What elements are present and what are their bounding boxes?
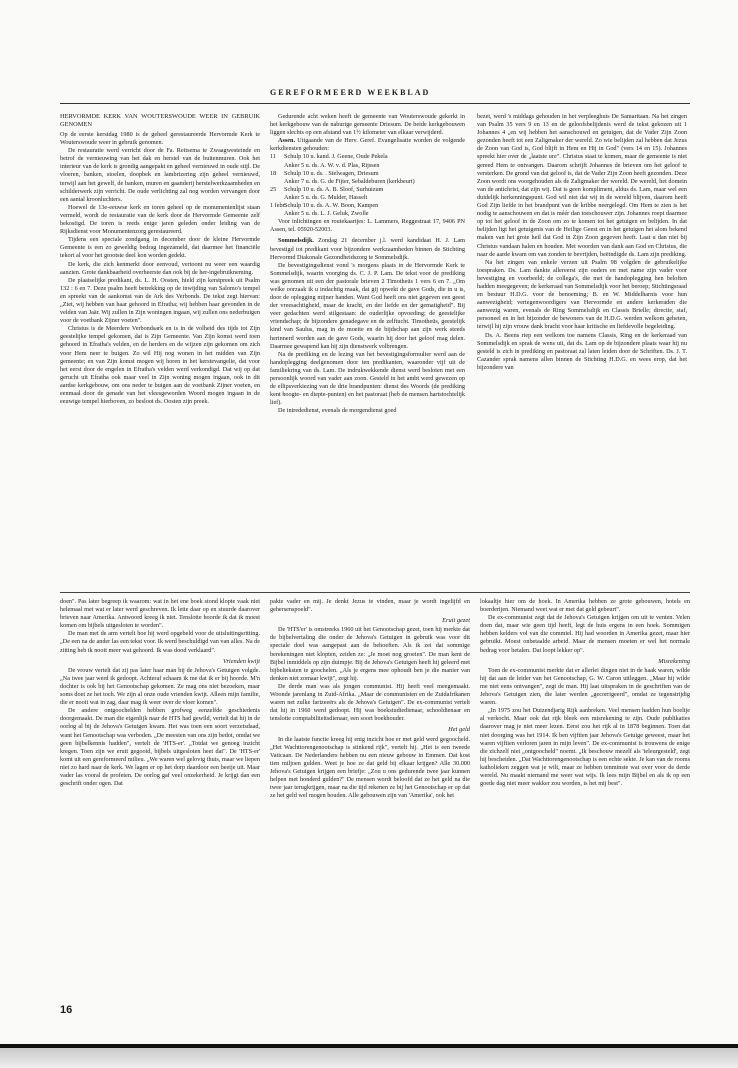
paragraph: lokaaltje hier om de hoek. In Amerika hebben ze grote gebouwen, hotels en boerderijen. Niemand weet wat er met dat geld gebeurt". (480, 598, 690, 614)
paragraph: Op de eerste kerstdag 1980 is de geheel gerestaureerde Hervormde Kerk te Wouterswoude weer in gebruik genomen. (60, 131, 260, 147)
paragraph: Ds. A. Beens riep een welkom toe namens Classis, Ring en de kerkeraad van Sommelsdijk en sprak de wens uit, dat ds. Lam op de bijzondere plaats waar hij nu gesteld is zich in prediking en pastoraat zal laten leiden door de Schriften. Ds. J. T. Cazander sprak namens allen binnen de Stichting H.D.G. en wees erop, dat het bijzondere van (477, 331, 687, 371)
page-number: 16 (60, 1004, 73, 1016)
service-list (270, 153, 465, 218)
article-column-1 (60, 113, 260, 583)
paragraph: Tijdens een speciale zondgang in december door de kleine Hervormde Gemeente is een zo geweldig bedrag ingezameld, dat daarmee het financiële tekort al voor het grootste deel kon worden gedekt. (60, 236, 260, 260)
article-column-5 (270, 598, 470, 998)
paragraph: „In 1975 zou het Duizendjarig Rijk aanbreken. Veel mensen hadden hun boeltje al verkocht. Maar ook dat rijk bleek een misrekening te zijn. Oude publikaties daarover mag je niet meer lezen. Eerst zou het rijk al in 1878 beginnen. Toen dat niet doorging was het 1914. Ik ben vijftien jaar Jehova's Getuige geweest, maar het waren vijftien verloren jaren in mijn leven". De ex-communist is trouwens de enige die zichzelf niet „ontgoocheld" noemt. „Ik beschouw mezelf als 'teleurgesteld', zegt hij bescheiden. „Dat Wachttorengenootschap is een echte sekte. Je kan van de rooms katholieken zeggen wat je wilt, maar ze hebben tenminste wat over voor de derde wereld. Nu maakt niemand me weer wat wijs. Ik lees mijn Bijbel en als ik op een goede dag niet meer wakker zou worden, is het mij best". (480, 707, 690, 788)
article-column-4 (60, 598, 260, 998)
list-item: 18 Schulp 10 u. ds. . Stelwagen, Driesum (270, 169, 379, 177)
paragraph: De intrededienst, evenals de morgendienst goed (278, 407, 397, 415)
paragraph: Zondag 21 december j.l. werd kandidaat H. J. Lam bevestigd tot predikant voor bijzondere werkzaamheden binnen de Stichting Hervormd Diakonale Gezondheidszorg te Sommelsdijk. (270, 237, 465, 261)
paragraph: De kerk, die zich kenmerkt door eenvoud, vertoont nu weer een waardig aanzien. Grote dankbaarheid overheerste dan ook bij de her-ingebruikneming. (60, 260, 260, 276)
paragraph: De plaatselijke predikant, ds. L. H. Oosten, hield zijn kerstpreek uit Psalm 132 : 6 en 7. Deze psalm heeft betrekking op de inwijding van Salomo's tempel en spreekt van de aankomst van de Ark des Verbonds. De tekst zegt hiervan: „Ziet, wij hebben van haar gehoord in Efratha; wij hebben haar gevonden in de velden van Jaär. Wij zullen in Zijn woningen ingaan, wij zullen ons nederbuigen voor de voetbank Zijner voeten". (60, 276, 260, 325)
paragraph: Na de prediking en de lezing van het bevestigingsformulier werd aan de handoplegging deelgenomen door ten predikanten, waaronder vijf uit de familiekring van ds. Lam. De indrukwekkende dienst werd besloten met een persoonlijk woord van vader aan zoon. Gesteld in het ambt werd gewezen op de ellipsverkiezing van de drie brandpunten: dienst des Woords (de prediking kent hoogte- en diepte-punten) en het pastoraat (heb de mensen hartstochtelijk lief). (270, 350, 465, 407)
scan-edge-shadow (0, 1048, 738, 1068)
list-item: Anker 5 u. ds. A. W. v. d. Plas, Rijssen (284, 161, 380, 169)
subheading: Misrekening (658, 657, 690, 665)
paragraph: De ex-communist zegt dat de Jehova's Getuigen krijgen om uit te venten. Velen doen dat, maar wie geen tijd heeft, legt de huis ergens in een hoek. Sommigen hebben kelders vol van die commiel. Hij had woorden in Amerika gezet, maar hier gebruikt. Moest onbetaalde arbeid. Maar de mensen moeten er wel het normale bedrag voor betalen. Dat loopt lekker op". (480, 614, 690, 654)
subheading: Vrienden kwijt (223, 657, 260, 665)
paragraph: De vrouw vertelt dat zij pas later haar man bij de Jehova's Getuigen volgde. „Na twee jaar werd ik gedoopt. Achteraf schaam ik me dat ik er bij hoorde. M'n dochter is ook bij het Genootschap gekomen. Ze mag ons niet bezoeken, maar soms doet ze het toch. We zijn al onze oude vrienden kwijt. Alleen mijn familie, die er nooit wat in zag, daar mag ik weer over de vloer komen". (60, 666, 260, 707)
paragraph: De andere ontgoochelden hebben grofweg eenzelfde geschiedenis doorgemaakt. De man die eigenlijk naar de HTS had gewild, vertelt dat hij in de oorlog al bij de Jehova's Getuigen kwam. Het was toen een soort verzetsdaad, want het Genootschap was verboden. „De meesten van ons zijn bedot, omdat we geen bijbelkennis hadden", vertelt de 'HTS-er'. „Totdat we genoeg inzicht kregen. Toen zijn we eruit gegooid, bijbels uitgesloten heet dat". De 'HTS-er' komt uit een gereformeerd milieu. „We waren wel gelovig thuis, maar we liepen niet zo hard naar de kerk. We lagen er op het dorp daardoor een beetje uit. Maar vader las vooral de profeten. De oorlog gaf veel onzekerheid. Je krijgt dan een geschrift onder ogen. Dat (60, 707, 260, 788)
section-title: Assen. (278, 137, 296, 145)
article-column-6 (480, 598, 690, 998)
list-item: 1 febr.Schulp 10 u. ds. A. W. Boon, Kampen (270, 202, 379, 210)
paragraph: De restauratie werd verricht door de Fa. Reitsema te Zwaagwesteinde en betrof de vernieuwing van het dak en herstel van de buitenmuren. Ook het interieur van de kerk is grondig aangepakt en geheel vernieuwd in oude stijl. De vloeren, banken, stoelen, doopbek en lambrizering zijn geheel vernieuwd, terwijl aan het gewelf, de banken, muren en gaanderij herstelwerkzaamheden en schilderwerk zijn verricht. De oude verlichting zal nog worden vervangen door een aantal kroonluchters. (60, 147, 260, 203)
paragraph: De derde man was als jongen communist. Hij heeft veel meegemaakt. Woonde jarenlang in Zuid-Afrika. „Maar de communisten en de Zuidafrikanen waren net zulke farizeeërs als de Jehova's Getuigen". De ex-communist vertelt dat hij in 1960 werd gedoopt. Hij was boekstudiedienaar, schooldienaar en tenslotte comptabiliteitsdienaar, een soort boekhouder. (270, 682, 470, 723)
paragraph: Uitgaande van de Herv. Geref. Evangelisatie worden de volgende kerkdiensten gehouden: (270, 137, 465, 153)
section-divider (60, 592, 690, 593)
paragraph: pakte vader en mij. Je denkt Jezus te vinden, maar je wordt ingelijfd en gehersenspoeld". (270, 598, 470, 614)
page-header: GEREFORMEERD WEEKBLAD (270, 88, 431, 97)
article-column-2 (270, 113, 465, 583)
paragraph: De man met de arm vertelt hoe hij werd opgebeld voor de uitsluitingsritting. „De een na de ander las een tekst voor. Ik werd beschuldigd van van alles. Na de zitting heb ik nooit meer wat gehoord. Ik was dood verklaard". (60, 630, 260, 654)
list-item: Anker 5 u. ds. G. Mulder, Hasselt (284, 193, 368, 201)
paragraph: Hoewel de 13e-eeuwse kerk en toren geheel op de monumentenlijst staan vermeld, wordt de restauratie van de kerk door de Hervormde Gemeente zelf bekostigd. De toren is reeds enige jaren geleden onder leiding van de Rijksdienst voor Monumentenzorg gerestaureerd. (60, 203, 260, 236)
subheading: Het geld (448, 726, 470, 734)
header-rule (60, 103, 690, 104)
paragraph: Christus is de Meerdere Verbondsark en is in de volheid des tijds tot Zijn geestelijke tempel gekomen, dat is Zijn Gemeente. Van Zijn komst werd toen gehoord in Efratha's velden, en de herders en de wijzen zijn gekomen om zich voor Hem neer te buigen. Zo wil Hij nog wonen in het midden van Zijn gemeente; en van Zijn komst mogen wij horen in het kerstevangelie, dat voor het eerst door de engelen in Efratha's velden werd verkondigd. Dat wij op dat gerucht uit Efratha ook maar veel in Zijn woning mogen ingaan, ook in dit aardse kerkgebouw, om ons neder te buigen aan de voetbank Zijner voeten, en eenmaal door de genade van het vleesgeworden Woord mogen ingaan in de eeuwige tempel hierboven, zo besloot ds. Oosten zijn preek. (60, 325, 260, 406)
paragraph: Na het zingen van enkele verzen uit Psalm 98 volgden de gebruikelijke toespraken. Ds. Lam dankte allereerst zijn ouders en met name zijn vader voor bevestiging en voorbeeld; de collega's, die met de handoplegging hen beloften hadden meegegeven; de kerkeraad van Sommelsdijk voor het beroep; Stichtingsraad en bestuur H.D.G. voor de benoeming; B. en W. Middelharnis voor hun aanwezigheid; vertegenwoordigers van Hervormde en andere kerkeraden die aanwezig waren, evenals de Ring Sommelsdijk en Classis Brielle; directie, staf, personeel en in het bijzonder de bewoners van de H.D.G. werden welkom geheten, terwijl hij zijn vrouw dank bracht voor haar kritische en liefdevolle begeleiding. (477, 258, 687, 331)
article-column-3 (477, 113, 687, 588)
paragraph: doen". Pas later begreep ik waarom: wat in het ene boek stond klopte vaak niet helemaal met wat er later werd geschreven. Ik lette daar op en stuurde daarover brieven naar Amerika. Antwoord kreeg ik niet. Tenslotte hoorde ik dat ik moest komen om bijbels uitgesloten te worden". (60, 598, 260, 630)
paragraph: bezet, werd 's middags gehouden in het verpleeghuis De Samaritaan. Na het zingen van Psalm 35 vers 9 en 13 en de geloofsbelijdenis werd de tekst gekozen uit 1 Johannes 4 „en wij hebben het aanschouwd en getuigen, dat de Vader Zijn Zoon gezonden heeft tot een Zaligmaker der wereld. Zo wie belijden zal hebben dat Jezus de Zoon van God is, God blijft in Hem en Hij in God" (vers 14 en 15). Johannes spreekt hier over de „laatste ure". Christus staat te komen, maar de gemeente is niet gereed Hem te ontvangen. Daarom schrijft Johannes de brieven om het geloof te versterken. De grond van dat geloof is, dat de Vader Zijn Zoon heeft gezonden. Deze Zoon wordt ons voorgehouden als de Zaligmaker der wereld. De wereld, het domein van de antichrist, dat zijn wij. Dat is geen kompliment, aldus ds. Lam, maar wel een duidelijk herkenningspunt. God wil niet dat wij in de wereld blijven, daarom heeft God Zijn liefde in het brandpunt van de kribbe neergelegd. Om Hem te zien is het nodig te aanschouwen en dat is méér dan toeschouwer zijn. Johannes roept daarmee op tot het geloof in de Zoon om zo te komen tot het getuigen en belijden. In dat belijden ligt het getuigenis van de Heilige Geest en in het getuigen het alom bekend maken van het grote heil dat God in Zijn Zoon gegeven heeft. Laat u dan niet bij Christus vandaan halen en houden. Met woorden van dank aan God en Christus, die naar de aarde kwam om van zonden te bevrijden, beëindigde ds. Lam zijn prediking. (477, 113, 687, 258)
paragraph: De 'HTS'er' is omstreeks 1960 uit het Genootschap gezet, toen hij merkte dat de bijbelvertaling die onder de Jehova's Getuigen in gebruik was voor dit speciale doel was aangepast aan de behoeften. Als ik zei dat sommige berekeningen niet klopten, zeiden ze: „Je moet nog groeien". De man kent de Bijbel inmiddels op zijn duimpje. Bij de Jehova's Getuigen heeft hij geleerd met bijbelteksten te goochelen. „Als je ergens mee ophoudt ben je die manier van denken niet zomaar kwijt", zegt hij. (270, 626, 470, 682)
article-heading: HERVORMDE KERK VAN WOUTERSWOUDE WEER IN GEBRUIK GENOMEN (60, 113, 260, 128)
paragraph: Gedurende acht weken heeft de gemeente van Wouterswoude gekerkt in het kerkgebouw van de naburige gemeente Driesum. De beide kerkgebouwen liggen slechts op een afstand van 1½ kilometer van elkaar verwijderd. (270, 113, 465, 137)
list-item: Anker 5 u. ds. L. J. Geluk, Zwolle (284, 210, 369, 218)
list-item: 11 Schulp 10 u. kand. J. Geene, Oude Pekela (270, 153, 388, 161)
subheading: Eruit gezet (442, 617, 470, 625)
section-title: Sommelsdijk. (278, 237, 314, 245)
paragraph: Toen de ex-communist merkte dat er allerlei dingen niet in de haak waren, wilde hij dat aan de leider van het Genootschap, G. W. Caron uitleggen. „Maar hij wilde me niet eens ontvangen", zegt de man. Hij laat uitspraken in de geschriften van de Jehova's Getuigen zien, die later werden „gecorrigeerd", omdat ze tegenstrijdig waren. (480, 666, 690, 707)
list-item: 25 Schulp 10 u. ds. A. B. Sloof, Surhuizum (270, 185, 384, 193)
paragraph: In die laatste functie kreeg hij enig inzicht hoe er met geld werd gegoocheld. „Het Wachttorengenootschap is stinkend rijk", vertelt hij. „Het is een tweede Vaticaan. De Nederlanders hebben nu een nieuw gebouw in Emmen. Dat kost tien miljoen gulden. Weet je hoe ze dat geld bij elkaar krijgen? Alle 30.000 Jehova's Getuigen krijgen een briefje: „Zou u ons gedurende twee jaar kunnen helpen met honderd gulden?" De mensen wordt beloofd dat ze het geld na die twee jaar terugkrijgen, maar na die tijd rekenen ze bij het Genootschap er op dat ze het geld wel mogen houden. Alle gebouwen zijn van 'Amerika', ook het (270, 735, 470, 800)
paragraph: De bevestigingsdienst vond 's morgens plaats in de Hervormde Kerk te Sommelsdijk, waarin voorging ds. C. J. P. Lam. De tekst voor de prediking was genomen uit een der pastorale brieven 2 Timotheüs 1 vers 6 en 7. „Om welke oorzaak ik u indachtig maak, dat gij opwekt de gave Gods, die in u is, door de oplegging mijner handen. Want God heeft ons niet gegeven een geest der vreesachtigheid, maar de kracht, en der liefde en der gematigheid". Bij veer gedachten werd stilgestaan: de ouderlijke opvoeding; de geestelijke vriendschap; de bijzondere genadegave en de zelftucht. Timotheüs, geestelijk kind van Saulus, mag in de moeite en de bijdschap aan zijn werk steeds herinnerd worden aan de gave Gods, waarin hij door het geloof mag delen. Daarmee gewapend kan hij zijn dienstwerk volbrengen. (270, 261, 465, 350)
paragraph: Voor inlichtingen en routekaartjes: L. Lammers, Reggestraat 17, 9406 PN Assen, tel. 05920-52003. (270, 218, 465, 234)
list-item: Anker 7 u. ds. G. de Fijter, Sebaldeburen (kerkbeurt) (284, 177, 415, 185)
